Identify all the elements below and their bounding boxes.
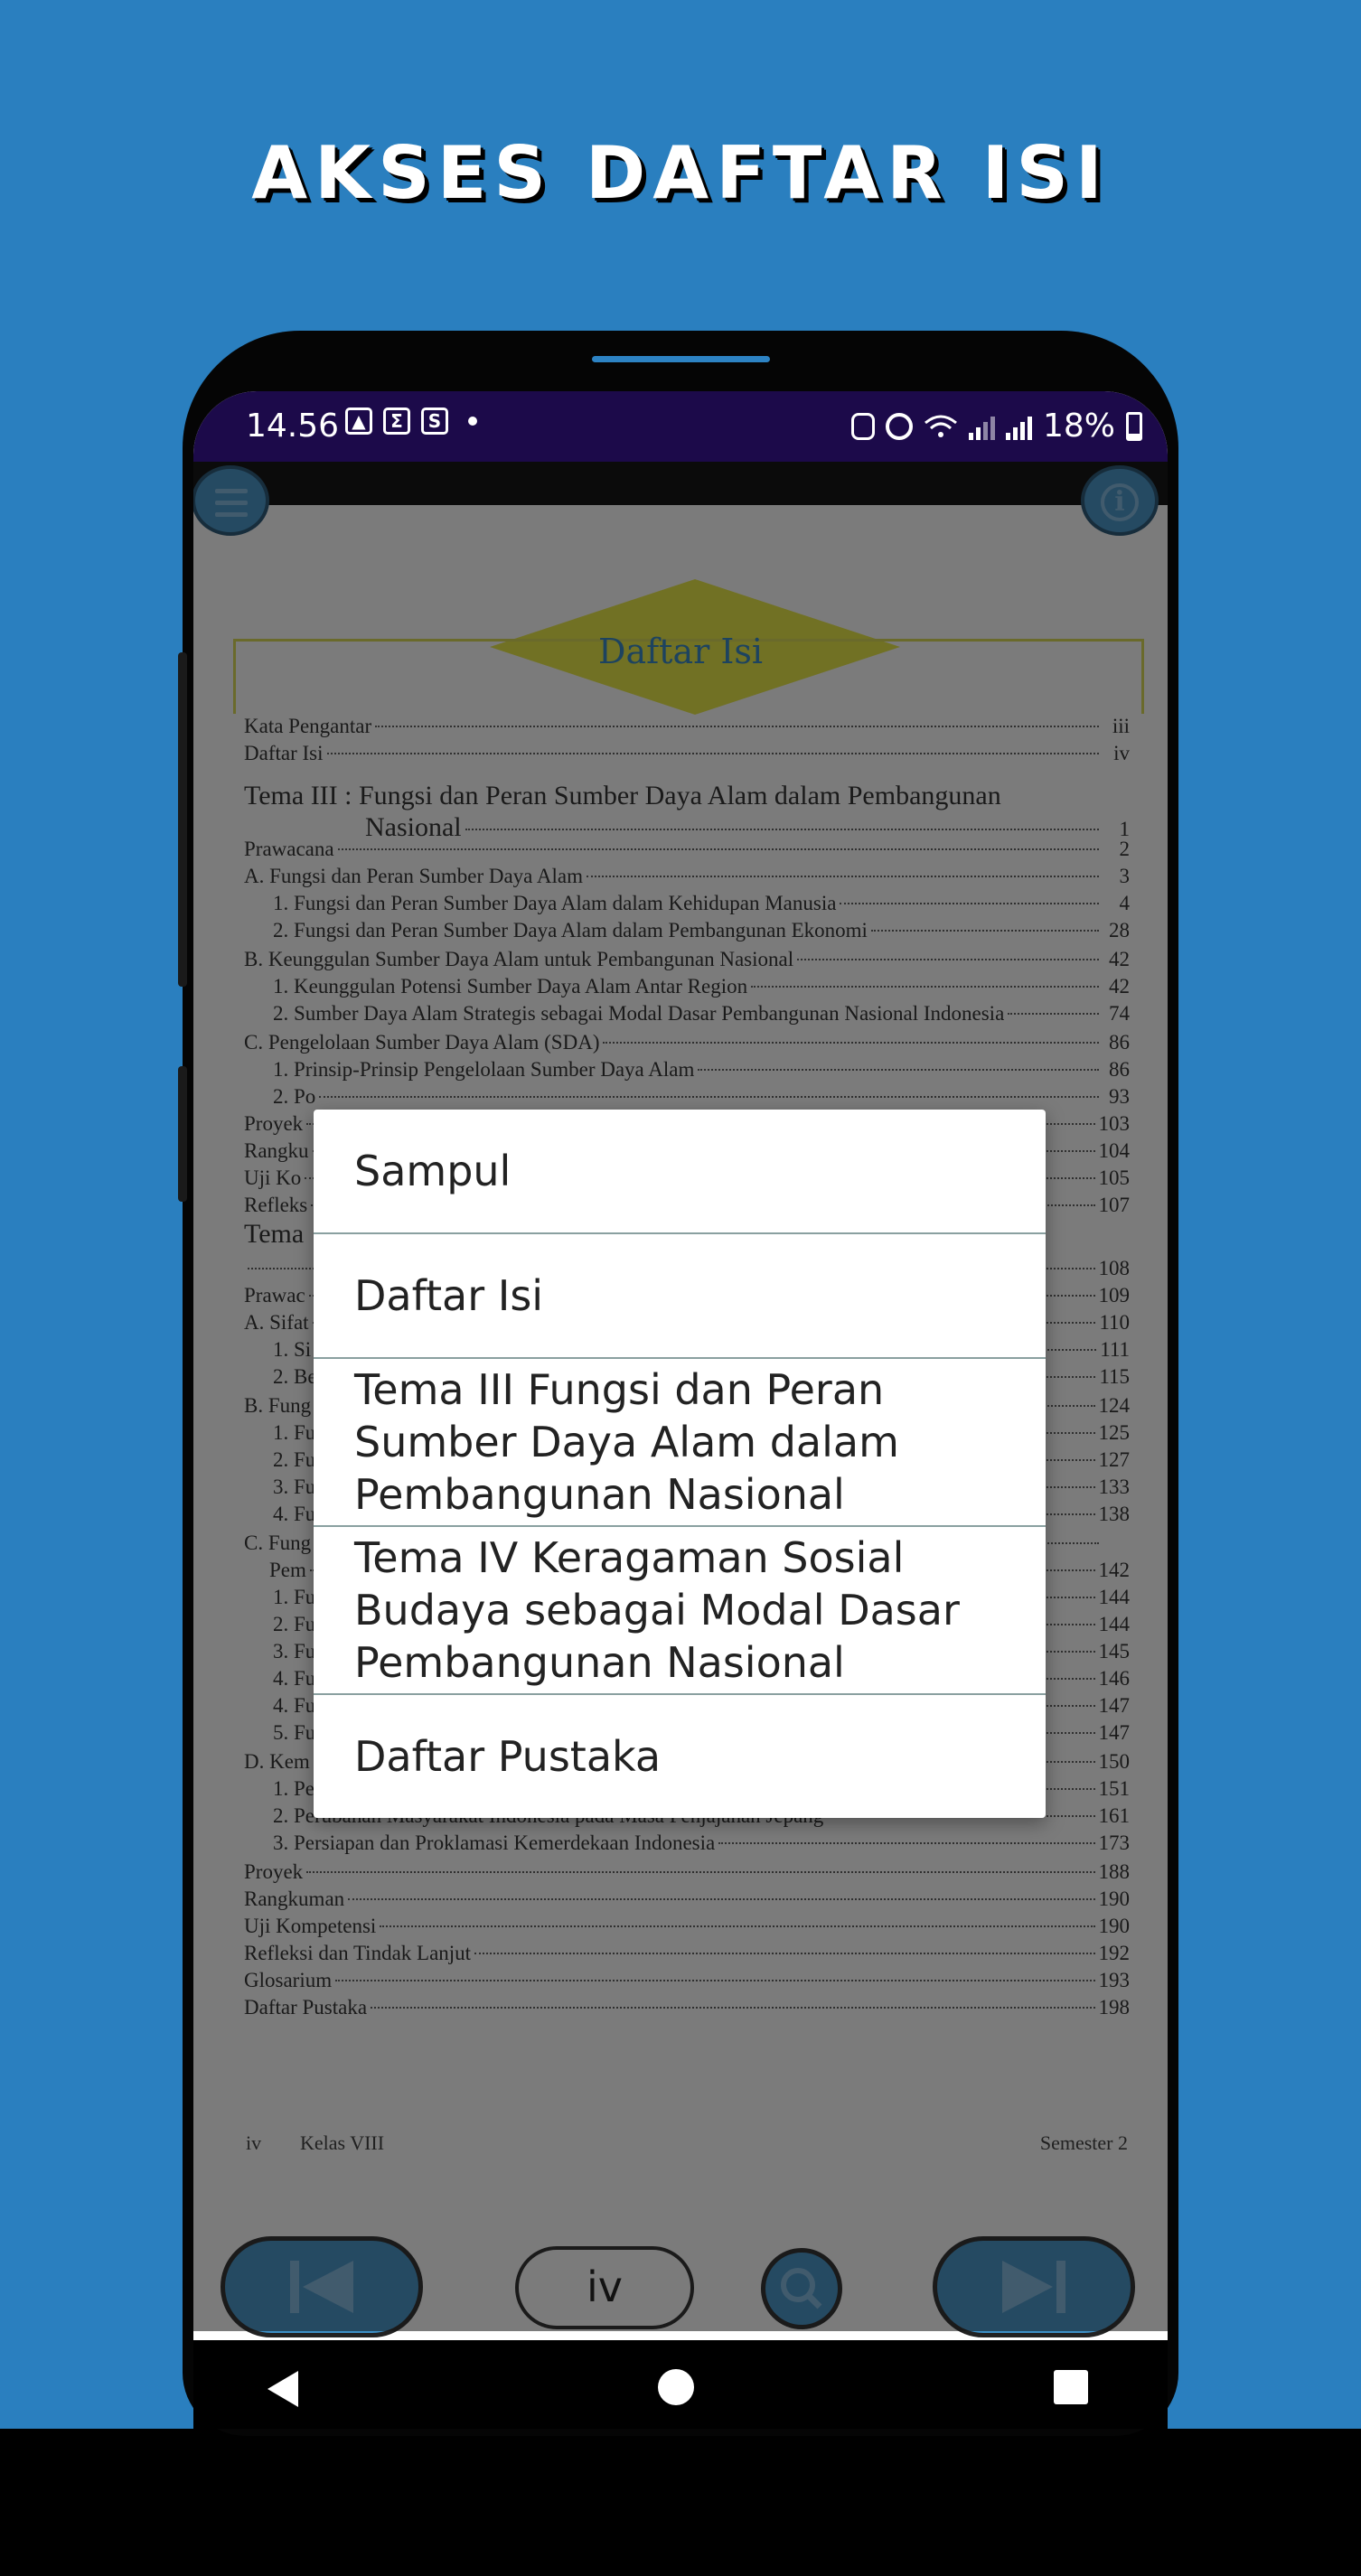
battery-icon	[1126, 412, 1142, 441]
back-icon[interactable]	[268, 2371, 298, 2407]
more-notifications-icon	[468, 417, 477, 426]
bottom-band	[0, 2429, 1361, 2576]
system-navigation-bar	[193, 2340, 1168, 2429]
recents-icon[interactable]	[1054, 2370, 1088, 2404]
status-bar	[193, 391, 1168, 462]
status-system-icons	[851, 407, 1142, 445]
sigma-icon: Σ	[383, 407, 410, 435]
phone-speaker	[592, 356, 770, 362]
alarm-icon	[886, 413, 913, 440]
dialog-item-tema-iv[interactable]: Tema IV Keragaman Sosial Budaya sebagai Modal Dasar Pembangunan Nasional	[314, 1527, 1046, 1695]
dialog-item-daftar-isi[interactable]: Daftar Isi	[314, 1234, 1046, 1359]
phone-side-button	[178, 1066, 187, 1202]
dialog-item-tema-iii[interactable]: Tema III Fungsi dan Peran Sumber Daya Alam dalam Pembangunan Nasional	[314, 1359, 1046, 1527]
phone-side-button	[178, 652, 187, 987]
home-icon[interactable]	[658, 2369, 694, 2405]
gallery-icon: ▲	[345, 407, 372, 435]
battery-percent: 18%	[1042, 407, 1115, 445]
hero-title: AKSES DAFTAR ISI	[251, 131, 1110, 215]
status-notification-icons	[345, 407, 477, 435]
chapter-dialog	[314, 1110, 1046, 1818]
shopping-bag-icon: S	[421, 407, 448, 435]
signal-icon	[969, 413, 995, 440]
status-time: 14.56	[246, 407, 340, 445]
battery-saver-icon	[851, 413, 875, 440]
signal-icon	[1006, 413, 1032, 440]
wifi-icon	[924, 412, 958, 441]
dialog-item-daftar-pustaka[interactable]: Daftar Pustaka	[354, 1732, 662, 1781]
dialog-item-sampul[interactable]: Sampul	[314, 1110, 1046, 1234]
